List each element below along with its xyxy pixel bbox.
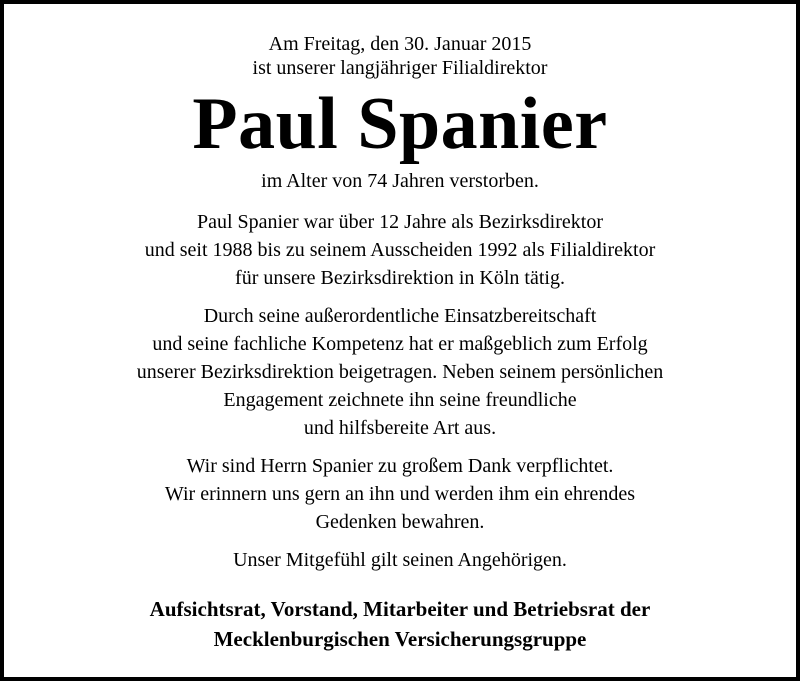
condolence-paragraph (8, 546, 792, 574)
paragraph-line: Engagement zeichnete ihn seine freundliche (223, 389, 577, 411)
age-line: im Alter von 74 Jahren verstorben. (261, 170, 539, 192)
paragraph-line: Unser Mitgefühl gilt seinen Angehörigen. (233, 549, 567, 571)
paragraph-line: für unsere Bezirksdirektion in Köln tätig. (235, 267, 565, 289)
paragraph-line: und seit 1988 bis zu seinem Ausscheiden 1992 als Filialdirektor (144, 239, 656, 261)
career-paragraph (8, 208, 792, 292)
gratitude-paragraph (8, 452, 792, 536)
tribute-paragraph (8, 302, 792, 442)
intro-line: ist unserer langjähriger Filialdirektor (252, 57, 548, 79)
signature-block (8, 594, 792, 654)
intro-text (8, 32, 792, 80)
obituary-content (8, 32, 792, 654)
paragraph-line: Paul Spanier war über 12 Jahre als Bezirksdirektor (197, 211, 603, 233)
paragraph-line: und hilfsbereite Art aus. (303, 417, 497, 439)
paragraph-line: Wir erinnern uns gern an ihn und werden ihm ein ehrendes (164, 483, 636, 505)
signature-line: Aufsichtsrat, Vorstand, Mitarbeiter und Betriebsrat der (149, 597, 651, 621)
paragraph-line: und seine fachliche Kompetenz hat er maßgeblich zum Erfolg (152, 333, 648, 355)
deceased-name: Paul Spanier (192, 83, 608, 165)
intro-line: Am Freitag, den 30. Januar 2015 (268, 33, 532, 55)
paragraph-line: unserer Bezirksdirektion beigetragen. Neben seinem persönlichen (136, 361, 664, 383)
signature-line: Mecklenburgischen Versicherungsgruppe (213, 627, 587, 651)
paragraph-line: Wir sind Herrn Spanier zu großem Dank verpflichtet. (186, 455, 614, 477)
paragraph-line: Gedenken bewahren. (315, 511, 485, 533)
paragraph-line: Durch seine außerordentliche Einsatzbereitschaft (203, 305, 597, 327)
